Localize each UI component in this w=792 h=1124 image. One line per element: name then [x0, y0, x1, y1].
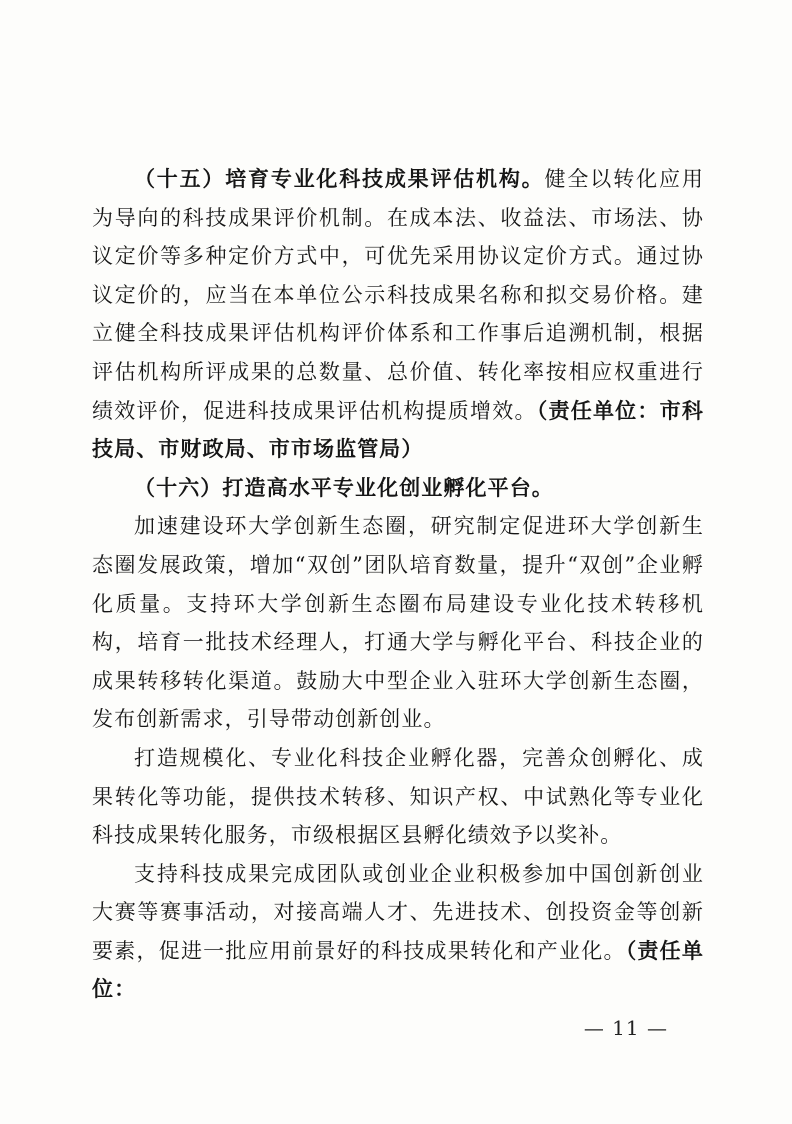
paragraph-incubators: 打造规模化、专业化科技企业孵化器，完善众创孵化、成果转化等功能，提供技术转移、知识产权、中试熟化等专业化科技成果转化服务，市级根据区县孵化绩效予以奖补。	[92, 745, 704, 848]
paragraph-competitions	[92, 855, 704, 1009]
paragraph-competitions-body: 支持科技成果完成团队或创业企业积极参加中国创新创业大赛等赛事活动，对接高端人才、先进技术、创投资金等创新要素，促进一批应用前景好的科技成果转化和产业化。	[92, 861, 704, 963]
section-15-paragraph	[92, 160, 704, 469]
paragraph-competitions-responsibility: （责任单位：	[92, 938, 704, 1002]
page-number: — 11 —	[583, 1016, 668, 1040]
section-15-body: 健全以转化应用为导向的科技成果评价机制。在成本法、收益法、市场法、协议定价等多种定价方式中，可优先采用协议定价方式。通过协议定价的，应当在本单位公示科技成果名称和拟交易价格。建立健全科技成果评估机构评价体系和工作事后追溯机制，根据评估机构所评成果的总数量、总价值、转化率按相应权重进行绩效评价，促进科技成果评估机构提质增效。	[92, 167, 705, 423]
section-15-responsibility: （责任单位：市科技局、市财政局、市市场监管局）	[92, 398, 704, 462]
section-16-heading: （十六）打造高水平专业化创业孵化平台。	[134, 475, 554, 500]
paragraph-innovation-ecosystem: 加速建设环大学创新生态圈，研究制定促进环大学创新生态圈发展政策，增加“双创”团队培育数量，提升“双创”企业孵化质量。支持环大学创新生态圈布局建设专业化技术转移机构，培育一批技术经理人，打通大学与孵化平台、科技企业的成果转移转化渠道。鼓励大中型企业入驻环大学创新生态圈，发布创新需求，引导带动创新创业。	[92, 514, 704, 732]
document-body	[92, 160, 704, 1009]
section-15-heading: （十五）培育专业化科技成果评估机构。	[134, 167, 545, 191]
